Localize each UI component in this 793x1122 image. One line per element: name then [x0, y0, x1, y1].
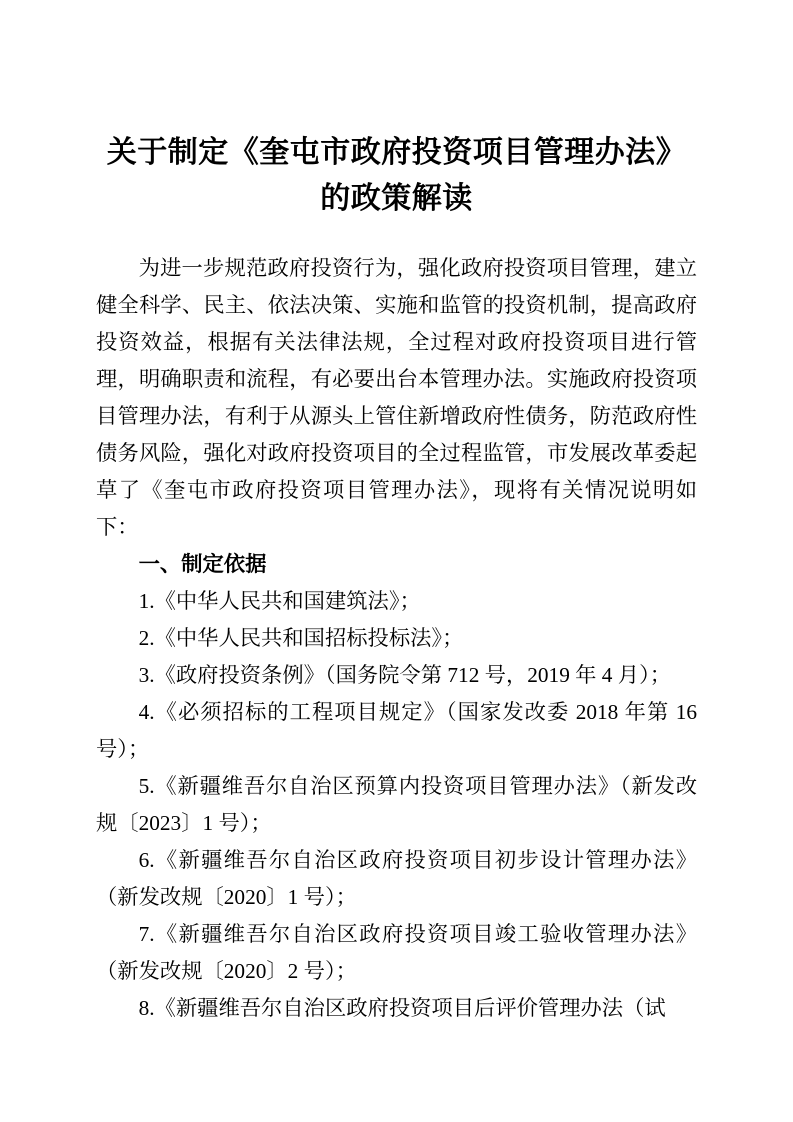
legal-basis-item-6: 6.《新疆维吾尔自治区政府投资项目初步设计管理办法》（新发改规〔2020〕1 号）；	[96, 848, 697, 909]
document-title-line-2: 的政策解读	[320, 182, 473, 215]
document-title	[96, 130, 697, 222]
legal-basis-list	[96, 583, 697, 1027]
legal-basis-item-2: 2.《中华人民共和国招标投标法》；	[138, 626, 464, 650]
legal-basis-item-5: 5.《新疆维吾尔自治区预算内投资项目管理办法》（新发改规〔2023〕1 号）；	[96, 774, 697, 835]
intro-paragraph: 为进一步规范政府投资行为，强化政府投资项目管理，建立健全科学、民主、依法决策、实施和监管的投资机制，提高政府投资效益，根据有关法律法规，全过程对政府投资项目进行管理，明确职责和流程，有必要出台本管理办法。实施政府投资项目管理办法，有利于从源头上管住新增政府性债务，防范政府性债务风险，强化对政府投资项目的全过程监管，市发展改革委起草了《奎屯市政府投资项目管理办法》，现将有关情况说明如下：	[96, 256, 697, 539]
legal-basis-item-7: 7.《新疆维吾尔自治区政府投资项目竣工验收管理办法》（新发改规〔2020〕2 号）；	[96, 922, 697, 983]
legal-basis-item-3: 3.《政府投资条例》（国务院令第 712 号，2019 年 4 月）；	[138, 663, 672, 687]
legal-basis-item-4: 4.《必须招标的工程项目规定》（国家发改委 2018 年第 16 号）；	[96, 700, 697, 761]
legal-basis-item-1: 1.《中华人民共和国建筑法》；	[138, 589, 421, 613]
legal-basis-item-8: 8.《新疆维吾尔自治区政府投资项目后评价管理办法（试	[138, 996, 666, 1020]
document-title-line-1: 关于制定《奎屯市政府投资项目管理办法》	[106, 136, 687, 169]
section-heading-basis: 一、制定依据	[138, 552, 267, 576]
